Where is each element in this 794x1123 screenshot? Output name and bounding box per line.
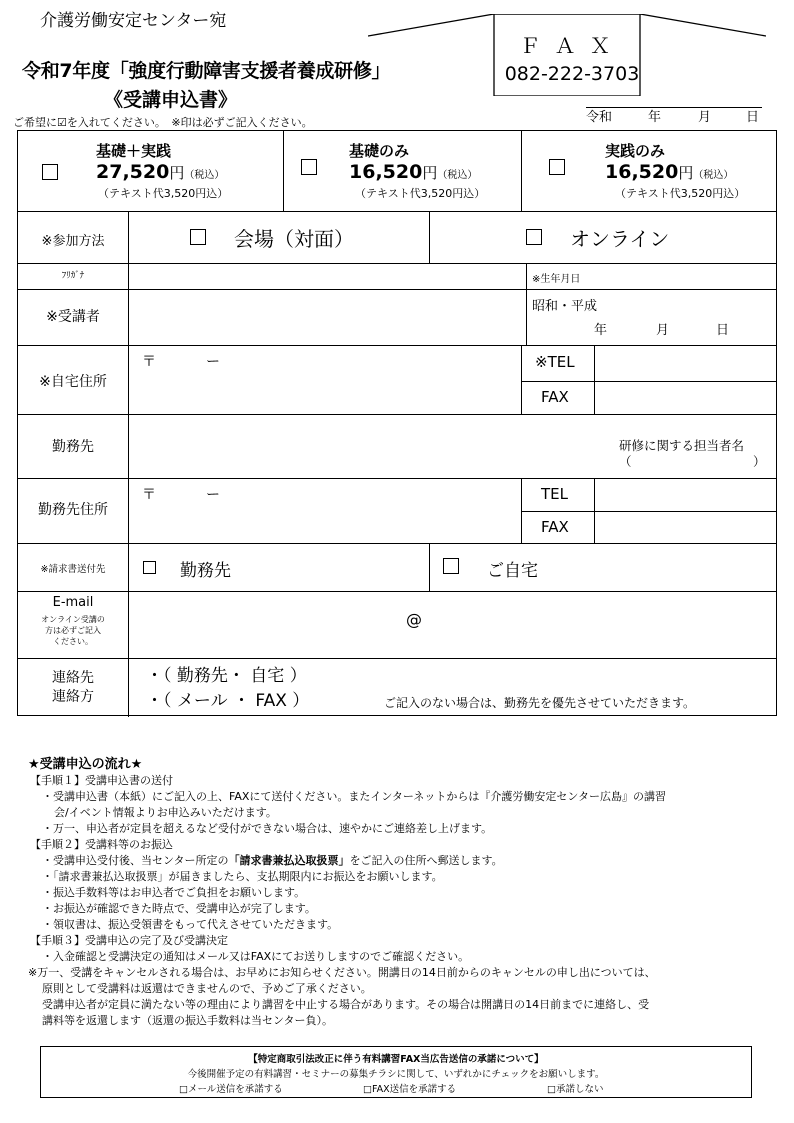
- flow-cancel-line2: 原則として受講料は返還はできませんので、予めご了承ください。: [42, 982, 372, 995]
- birth-day: 日: [716, 323, 730, 338]
- workplace-input[interactable]: [128, 414, 776, 478]
- course-price: 16,520円（税込）: [605, 161, 734, 183]
- fax-consent-box: [40, 1046, 752, 1098]
- furigana-label: ﾌﾘｶﾞﾅ: [61, 271, 85, 281]
- course-price: 27,520円（税込）: [96, 161, 225, 183]
- email-note-line2: 方は必ずご記入: [45, 626, 101, 635]
- birth-year: 年: [594, 323, 608, 338]
- workplace-label: 勤務先: [52, 439, 94, 455]
- consent-decline-option[interactable]: □承諾しない: [547, 1084, 604, 1095]
- venue-checkbox[interactable]: [190, 229, 206, 245]
- addressee: 介護労働安定センター宛: [40, 11, 227, 31]
- contact-option-method[interactable]: ・（ メール ・ FAX ）: [146, 691, 310, 711]
- notice-title: 【特定商取引法改正に伴う有料講習FAX当広告送信の承諾について】: [248, 1054, 544, 1065]
- home-address-input[interactable]: [128, 345, 521, 414]
- course-option-practical[interactable]: [521, 131, 776, 211]
- participation-label: ※参加方法: [41, 234, 105, 249]
- consent-email-option[interactable]: □メール送信を承諾する: [179, 1084, 283, 1095]
- flow-step1-line2: 会/イベント情報よりお申込みいただけます。: [54, 806, 277, 819]
- course-checkbox-basic[interactable]: [301, 159, 317, 175]
- fax-label: ＦＡＸ: [519, 34, 625, 58]
- postal-mark: 〒: [142, 487, 156, 503]
- flow-step1-line1: ・受講申込書（本紙）にご記入の上、FAXにて送付ください。またインターネットからは『介護労働安定センター広島』の講習: [42, 790, 666, 803]
- flow-step2-line3: ・振込手数料等はお申込者でご負担をお願いします。: [42, 886, 306, 899]
- notice-body: 今後開催予定の有料講習・セミナーの募集チラシに関して、いずれかにチェックをお願いします。: [187, 1069, 605, 1080]
- postal-dash: ー: [206, 487, 220, 503]
- date-era: 令和: [586, 110, 613, 125]
- contact-label-line1: 連絡先: [52, 670, 94, 686]
- online-label: オンライン: [570, 227, 670, 251]
- contact-note: ご記入のない場合は、勤務先を優先させていただきます。: [384, 696, 696, 710]
- divider: [521, 345, 522, 414]
- course-name: 基礎＋実践: [96, 142, 172, 160]
- flow-step2-line1: ・受講申込受付後、当センター所定の「請求書兼払込取扱票」をご記入の住所へ郵送します。: [42, 854, 503, 867]
- home-tel-label: ※TEL: [535, 353, 575, 371]
- participation-option-venue[interactable]: [128, 211, 429, 263]
- email-label: E-mail: [52, 595, 94, 610]
- name-label: ※受講者: [46, 309, 100, 325]
- birth-month: 月: [656, 323, 670, 338]
- course-text-fee: （テキスト代3,520円込）: [615, 187, 746, 200]
- contact-person-paren-close: ）: [753, 454, 766, 469]
- invoice-workplace-label: 勤務先: [180, 561, 231, 581]
- email-note-line3: ください。: [53, 637, 93, 646]
- name-input[interactable]: [128, 289, 526, 345]
- course-checkbox-basic-practical[interactable]: [42, 164, 58, 180]
- instruction-note: ご希望に☑を入れてください。 ※印は必ずご記入ください。: [13, 116, 313, 129]
- email-at: @: [406, 610, 422, 629]
- course-option-basic-practical[interactable]: [18, 131, 283, 211]
- flow-step2-line5: ・領収書は、振込受領書をもって代えさせていただきます。: [42, 918, 339, 931]
- birthdate-input[interactable]: [526, 289, 776, 345]
- contact-label-line2: 連絡方: [52, 689, 94, 705]
- flow-step2-line4: ・お振込が確認できた時点で、受講申込が完了します。: [42, 902, 316, 915]
- divider: [18, 658, 776, 659]
- work-tel-label: TEL: [541, 485, 568, 503]
- work-fax-input[interactable]: [594, 511, 776, 543]
- invoice-home-checkbox[interactable]: [443, 558, 459, 574]
- consent-fax-option[interactable]: □FAX送信を承諾する: [363, 1084, 457, 1095]
- work-tel-input[interactable]: [594, 478, 776, 511]
- furigana-input[interactable]: [128, 263, 526, 289]
- flow-step3-heading: 【手順３】受講申込の完了及び受講決定: [30, 934, 228, 947]
- home-fax-input[interactable]: [594, 381, 776, 414]
- home-address-label: ※自宅住所: [39, 374, 107, 390]
- online-checkbox[interactable]: [526, 229, 542, 245]
- birthdate-label: ※生年月日: [532, 274, 581, 285]
- email-input[interactable]: [128, 591, 776, 658]
- work-address-label: 勤務先住所: [38, 502, 108, 518]
- home-tel-input[interactable]: [594, 345, 776, 381]
- course-name: 実践のみ: [605, 142, 666, 160]
- flow-step3-line1: ・入金確認と受講決定の通知はメール又はFAXにてお送りしますのでご確認ください。: [42, 950, 470, 963]
- course-option-basic[interactable]: [283, 131, 521, 211]
- fax-number: 082-222-3703: [504, 63, 640, 85]
- date-month: 月: [698, 110, 712, 125]
- flow-cancel-line4: 講料等を返還します（返還の振込手数料は当センター負）。: [42, 1014, 334, 1027]
- flow-title: ★受講申込の流れ★: [28, 757, 143, 772]
- postal-mark: 〒: [142, 354, 156, 370]
- contact-person-label: 研修に関する担当者名: [619, 438, 745, 453]
- flow-step1-heading: 【手順１】受講申込書の送付: [30, 774, 173, 787]
- invoice-option-workplace[interactable]: [128, 543, 429, 591]
- birth-era: 昭和・平成: [532, 299, 598, 314]
- work-fax-label: FAX: [541, 518, 569, 536]
- invoice-workplace-checkbox[interactable]: [143, 561, 156, 574]
- form-subtitle: 《受講申込書》: [104, 89, 238, 111]
- invoice-label: ※請求書送付先: [40, 564, 106, 575]
- participation-option-online[interactable]: [429, 211, 776, 263]
- invoice-home-label: ご自宅: [487, 561, 538, 581]
- contact-person-paren-open: （: [619, 454, 632, 469]
- flow-step1-line3: ・万一、申込者が定員を超えるなど受付ができない場合は、速やかにご連絡差し上げます。: [42, 822, 493, 835]
- venue-label: 会場（対面）: [234, 227, 354, 251]
- postal-dash: ー: [206, 354, 220, 370]
- flow-cancel-line3: 受講申込者が定員に満たない等の理由により講習を中止する場合があります。その場合は開講日の14日前までに連絡し、受: [42, 998, 650, 1011]
- course-price: 16,520円（税込）: [349, 161, 478, 183]
- invoice-form-name: 「請求書兼払込取扱票」: [228, 854, 350, 867]
- home-fax-label: FAX: [541, 388, 569, 406]
- course-text-fee: （テキスト代3,520円込）: [98, 187, 229, 200]
- email-note-line1: オンライン受講の: [41, 615, 105, 624]
- flow-step2-line2: ・「請求書兼払込取扱票」が届きましたら、支払期限内にお振込をお願いします。: [42, 870, 443, 883]
- contact-option-place[interactable]: ・（ 勤務先・ 自宅 ）: [146, 666, 307, 686]
- flow-step2-heading: 【手順２】受講料等のお振込: [30, 838, 173, 851]
- date-year: 年: [648, 110, 662, 125]
- form-title: 令和7年度「強度行動障害支援者養成研修」: [22, 60, 391, 82]
- work-address-input[interactable]: [128, 478, 521, 543]
- flow-cancel-line1: ※万一、受講をキャンセルされる場合は、お早めにお知らせください。開講日の14日前からのキャンセルの申し出については、: [28, 966, 656, 979]
- application-date[interactable]: [586, 106, 762, 125]
- course-text-fee: （テキスト代3,520円込）: [355, 187, 486, 200]
- date-day: 日: [746, 110, 760, 125]
- invoice-option-home[interactable]: [429, 543, 776, 591]
- course-checkbox-practical[interactable]: [549, 159, 565, 175]
- course-name: 基礎のみ: [349, 142, 410, 160]
- application-form: [17, 130, 777, 716]
